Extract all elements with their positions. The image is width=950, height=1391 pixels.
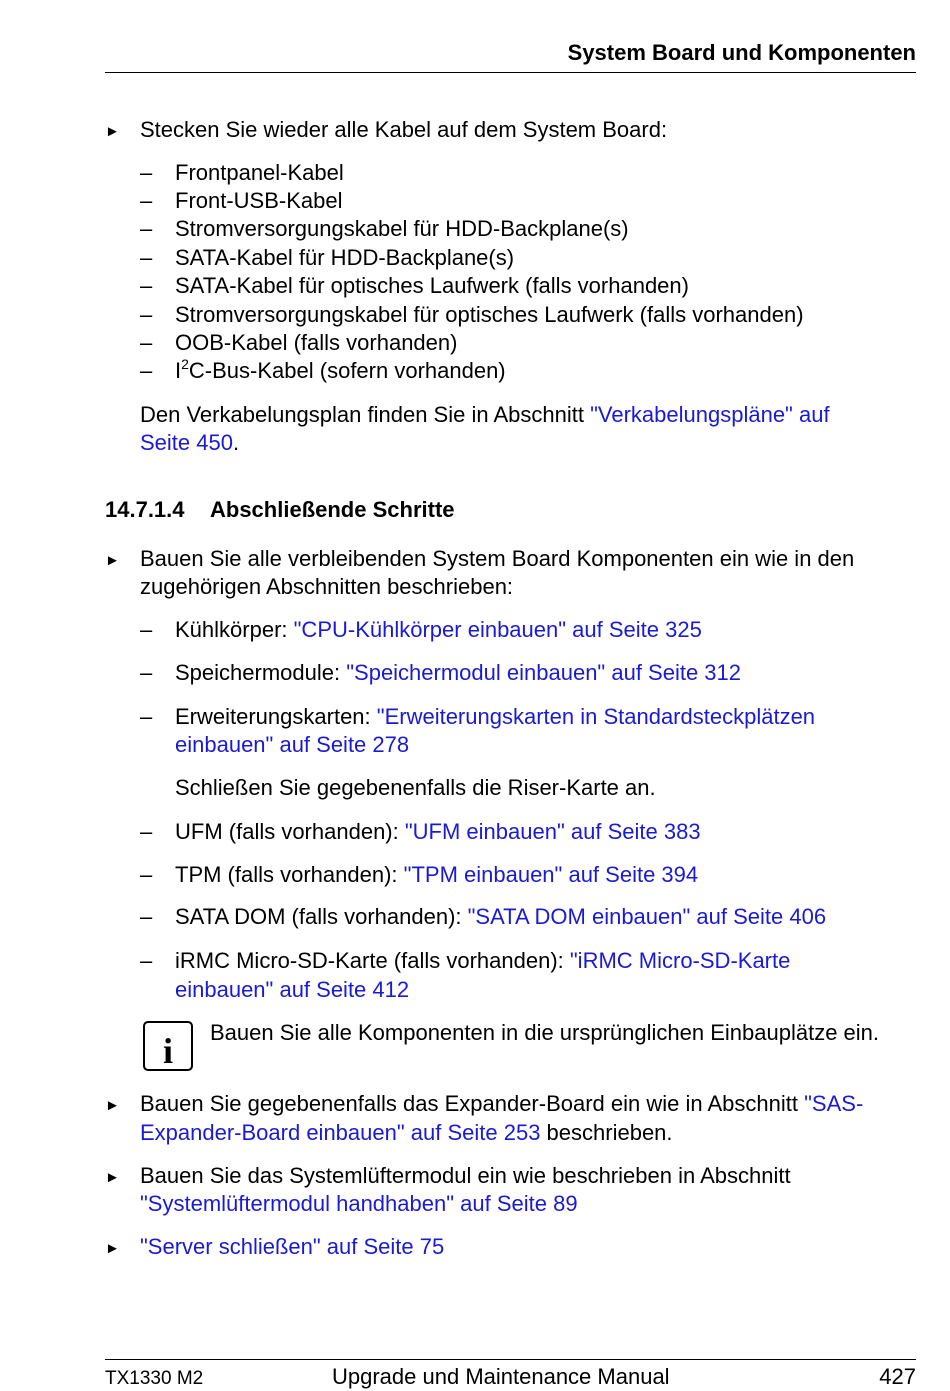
list-item: SATA-Kabel für optisches Laufwerk (falls vorhanden): [175, 273, 689, 298]
list-item: [175, 818, 701, 846]
step-text: Bauen Sie alle verbleibenden System Board Komponenten ein wie in den: [140, 546, 855, 571]
list-dash: –: [140, 330, 153, 355]
tpm-link[interactable]: "TPM einbauen" auf Seite 394: [403, 862, 699, 887]
list-dash: –: [140, 188, 153, 213]
list-item: Front-USB-Kabel: [175, 188, 343, 213]
list-item: [175, 947, 790, 975]
section-number: 14.7.1.4: [105, 497, 185, 522]
list-item: Stromversorgungskabel für HDD-Backplane(s): [175, 216, 629, 241]
list-dash: –: [140, 862, 153, 887]
list-dash: –: [140, 704, 153, 729]
irmc-link[interactable]: "iRMC Micro-SD-Karte: [569, 948, 791, 973]
footer-manual-title: Upgrade und Maintenance Manual: [332, 1364, 670, 1389]
cabling-plan-label: Den Verkabelungsplan finden Sie in Abschnitt: [140, 402, 591, 427]
header-rule: [105, 72, 916, 73]
irmc-link-page[interactable]: einbauen" auf Seite 412: [175, 977, 410, 1002]
list-item-line2: [175, 731, 409, 759]
item-label: TPM (falls vorhanden):: [175, 862, 404, 887]
list-dash: –: [140, 819, 153, 844]
list-dash: –: [140, 904, 153, 929]
list-item: OOB-Kabel (falls vorhanden): [175, 330, 458, 355]
step-bullet-icon: ►: [105, 1240, 120, 1257]
step-text: Bauen Sie das Systemlüftermodul ein wie beschrieben in Abschnitt: [140, 1163, 791, 1188]
footer-rule: [105, 1359, 916, 1360]
step-end: beschrieben.: [540, 1120, 673, 1145]
fan-module-link[interactable]: "Systemlüftermodul handhaben" auf Seite 89: [140, 1191, 578, 1216]
expansion-link[interactable]: "Erweiterungskarten in Standardsteckplätzen: [376, 704, 816, 729]
list-item: [175, 659, 741, 687]
list-dash: –: [140, 273, 153, 298]
list-item: SATA-Kabel für HDD-Backplane(s): [175, 245, 515, 270]
item-label: Erweiterungskarten:: [175, 704, 377, 729]
expander-link[interactable]: "SAS-: [804, 1091, 864, 1116]
step-bullet-icon: ►: [105, 1097, 120, 1114]
list-dash: –: [140, 302, 153, 327]
list-dash: –: [140, 245, 153, 270]
list-item: [175, 703, 815, 731]
list-item: [175, 903, 826, 931]
page-header-title: System Board und Komponenten: [567, 40, 916, 65]
step-text-line2: [140, 1119, 673, 1147]
i2c-prefix: I: [175, 358, 182, 383]
list-dash: –: [140, 617, 153, 642]
list-item: Stromversorgungskabel für optisches Laufwerk (falls vorhanden): [175, 302, 804, 327]
step-bullet-icon: ►: [105, 1169, 120, 1186]
list-item-i2c: [175, 357, 506, 385]
cabling-plan-text: [140, 401, 830, 429]
footer-model: TX1330 M2: [105, 1368, 204, 1389]
cabling-plan-link-page[interactable]: Seite 450: [140, 430, 233, 455]
cabling-plan-end: .: [232, 430, 240, 455]
step-bullet-icon: ►: [105, 552, 120, 569]
list-item-line2: [175, 976, 409, 1004]
item-label: iRMC Micro-SD-Karte (falls vorhanden):: [175, 948, 570, 973]
list-dash: –: [140, 160, 153, 185]
list-dash: –: [140, 216, 153, 241]
close-server-link[interactable]: "Server schließen" auf Seite 75: [140, 1234, 445, 1259]
i2c-rest: C-Bus-Kabel (sofern vorhanden): [188, 358, 506, 383]
riser-note: Schließen Sie gegebenenfalls die Riser-Karte an.: [175, 775, 656, 800]
cabling-plan-link[interactable]: "Verkabelungspläne" auf: [590, 402, 830, 427]
ufm-link[interactable]: "UFM einbauen" auf Seite 383: [404, 819, 701, 844]
footer-page-number: 427: [879, 1364, 916, 1389]
cabling-plan-text-line2: [140, 429, 239, 457]
step-text: zugehörigen Abschnitten beschrieben:: [140, 574, 514, 599]
step-bullet-icon: ►: [105, 123, 120, 140]
list-dash: –: [140, 660, 153, 685]
list-dash: –: [140, 948, 153, 973]
section-title: Abschließende Schritte: [210, 497, 455, 522]
item-label: Kühlkörper:: [175, 617, 294, 642]
expander-link-page[interactable]: Expander-Board einbauen" auf Seite 253: [140, 1120, 541, 1145]
step-text: [140, 1090, 863, 1118]
item-label: SATA DOM (falls vorhanden):: [175, 904, 468, 929]
step-label: Bauen Sie gegebenenfalls das Expander-Board ein wie in Abschnitt: [140, 1091, 805, 1116]
info-note-text: Bauen Sie alle Komponenten in die ursprünglichen Einbauplätze ein.: [210, 1020, 880, 1045]
memory-link[interactable]: "Speichermodul einbauen" auf Seite 312: [346, 660, 742, 685]
expansion-link-page[interactable]: einbauen" auf Seite 278: [175, 732, 410, 757]
i2c-superscript: 2: [181, 355, 189, 372]
step-text: Stecken Sie wieder alle Kabel auf dem System Board:: [140, 117, 668, 142]
list-dash: –: [140, 358, 153, 383]
item-label: UFM (falls vorhanden):: [175, 819, 405, 844]
list-item: [175, 616, 702, 644]
list-item: Frontpanel-Kabel: [175, 160, 344, 185]
info-icon: i: [143, 1021, 193, 1071]
cooler-link[interactable]: "CPU-Kühlkörper einbauen" auf Seite 325: [293, 617, 702, 642]
list-item: [175, 861, 698, 889]
item-label: Speichermodule:: [175, 660, 347, 685]
satadom-link[interactable]: "SATA DOM einbauen" auf Seite 406: [467, 904, 827, 929]
